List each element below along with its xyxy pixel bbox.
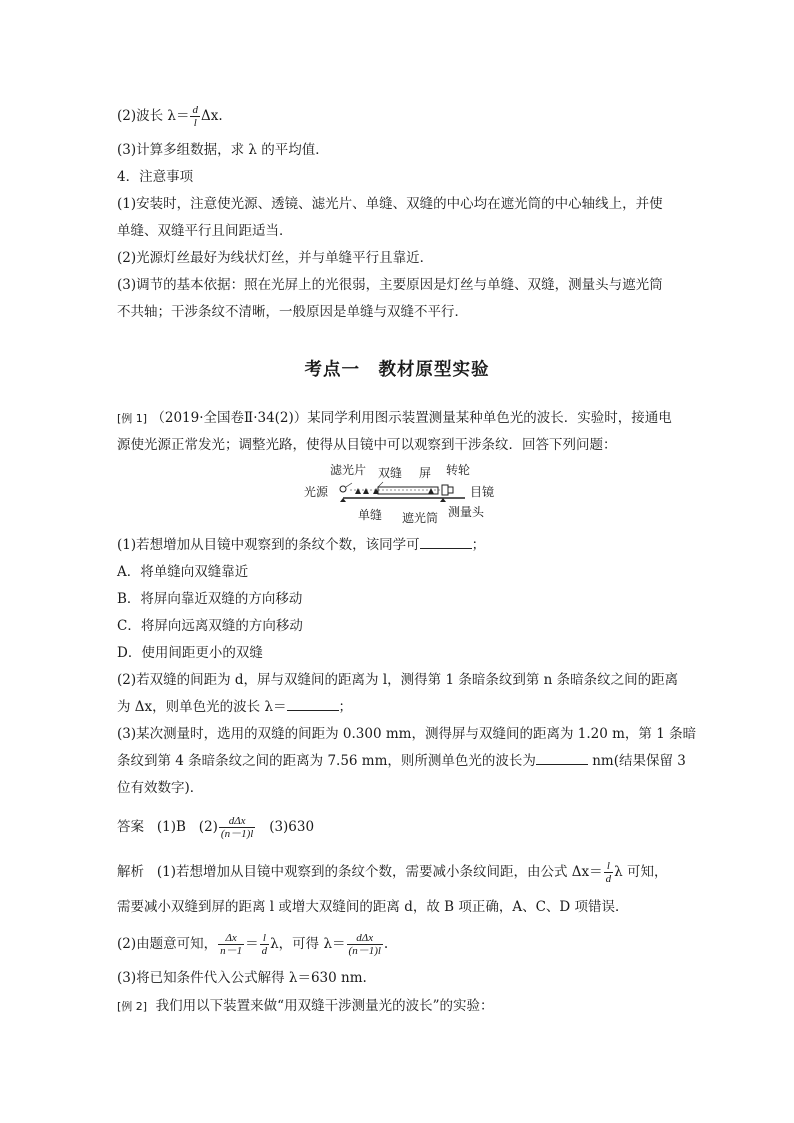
fraction-d-over-l (190, 104, 200, 129)
fraction-dx-over-n-1 (218, 932, 244, 957)
note-2: (2)光源灯丝最好为线状灯丝，并与单缝平行且靠近． (117, 250, 434, 266)
fraction-denominator: n－1 (220, 945, 243, 957)
answer-1: (1)B (156, 819, 186, 835)
option-d: D．使用间距更小的双缝 (117, 645, 263, 661)
answer-blank (536, 751, 588, 765)
fraction-denominator: (n－1)l (348, 945, 381, 957)
example-1-line-2: 源使光源正常发光；调整光路，使得从目镜中可以观察到干涉条纹．回答下列问题： (117, 437, 617, 453)
question-1-text: (1)若想增加从目镜中观察到的条纹个数，该同学可 (117, 537, 420, 553)
label-single-slit: 单缝 (358, 508, 383, 522)
question-3-line-2 (117, 751, 686, 771)
fraction-numerator: dΔx (347, 932, 383, 945)
section-4-title: 4．注意事项 (117, 169, 194, 185)
option-a: A．将单缝向双缝靠近 (117, 564, 249, 580)
fraction-numerator: Δx (218, 932, 244, 945)
example-1-line-1 (117, 408, 672, 429)
analysis-1-text: (1)若想增加从目镜中观察到的条纹个数，需要减小条纹间距，由公式 Δx＝ (156, 864, 603, 880)
fraction-denominator: (n－1)l (220, 828, 254, 840)
fraction-numerator: dΔx (219, 815, 255, 828)
analysis-label: 解析 (117, 864, 144, 880)
label-light-source: 光源 (304, 485, 329, 499)
fraction-denominator: d (261, 945, 268, 957)
note-1-line-1: (1)安装时，注意使光源、透镜、滤光片、单缝、双缝的中心均在遮光筒的中心轴线上，并使 (117, 196, 663, 212)
formula-wavelength (117, 104, 223, 129)
question-3-line-3: 位有效数字)． (117, 780, 204, 796)
label-eyepiece: 目镜 (470, 485, 495, 499)
label-double-slit: 双缝 (378, 466, 403, 480)
label-screen: 屏 (419, 466, 432, 480)
answer-2-fraction (219, 815, 255, 840)
fraction-numerator: l (260, 932, 270, 945)
analysis-1-line-1 (117, 860, 668, 885)
example-2-text: 我们用以下装置来做“用双缝干涉测量光的波长”的实验： (155, 998, 494, 1014)
analysis-1-suffix: λ 可知， (614, 864, 668, 880)
example-2-line (117, 996, 493, 1017)
question-3-text: 条纹到第 4 条暗条纹之间的距离为 7.56 mm，则所测单色光的波长为 (117, 753, 536, 769)
formula-suffix: Δx. (200, 108, 223, 124)
apparatus-figure (300, 458, 500, 524)
analysis-2-end: . (383, 936, 389, 952)
analysis-2-prefix: (2)由题意可知， (117, 936, 218, 952)
note-3-line-2: 不共轴；干涉条纹不清晰，一般原因是单缝与双缝不平行． (117, 304, 468, 320)
example-1-text: （2019·全国卷Ⅱ·34(2)）某同学利用图示装置测量某种单色光的波长．实验时，接通电 (151, 410, 672, 426)
analysis-1-line-2: 需要减小双缝到屏的距离 l 或增大双缝间的距离 d，故 B 项正确，A、C、D 项错误． (117, 899, 629, 915)
note-3-line-1: (3)调节的基本依据：照在光屏上的光很弱，主要原因是灯丝与单缝、双缝，测量头与遮光筒 (117, 277, 663, 293)
equals-sign: ＝ (245, 936, 259, 952)
answer-label: 答案 (117, 819, 144, 835)
question-1 (117, 535, 485, 555)
question-2-text: 为 Δx，则单色光的波长 λ＝ (117, 699, 287, 715)
question-1-end: ； (471, 537, 486, 553)
note-1-line-2: 单缝、双缝平行且间距适当． (117, 223, 293, 239)
question-3-line-1: (3)某次测量时，选用的双缝的间距为 0.300 mm，测得屏与双缝间的距离为 1.20 m，第 1 条暗 (117, 726, 697, 742)
fraction-l-over-d (604, 860, 614, 885)
question-2-end: ； (338, 699, 353, 715)
section-heading: 考点一 教材原型实验 (304, 360, 490, 380)
fraction-l-over-d (260, 932, 270, 957)
question-3-suffix: nm(结果保留 3 (587, 753, 686, 769)
option-c: C．将屏向远离双缝的方向移动 (117, 618, 303, 634)
label-wheel: 转轮 (446, 463, 471, 477)
option-b: B．将屏向靠近双缝的方向移动 (117, 591, 303, 607)
example-1-tag: [例 1] (117, 412, 148, 425)
fraction-numerator: l (604, 860, 614, 873)
analysis-2-mid: λ，可得 λ＝ (270, 936, 346, 952)
fraction-denominator: d (605, 873, 612, 885)
fraction-result (347, 932, 383, 957)
label-measuring-head: 测量头 (448, 505, 485, 519)
example-2-tag: [例 2] (117, 1000, 148, 1013)
question-2-line-1: (2)若双缝的间距为 d，屏与双缝间的距离为 l，测得第 1 条暗条纹到第 n 条暗条纹之间的距离 (117, 672, 679, 688)
answer-line (117, 815, 314, 840)
formula-prefix: (2)波长 λ＝ (117, 108, 190, 124)
analysis-3: (3)将已知条件代入公式解得 λ＝630 nm. (117, 970, 367, 986)
answer-3: (3)630 (269, 819, 315, 835)
answer-2-prefix: (2) (198, 819, 218, 835)
analysis-2 (117, 932, 388, 957)
label-shade-tube: 遮光筒 (402, 511, 439, 525)
question-2-line-2 (117, 697, 352, 717)
label-filter: 滤光片 (330, 463, 367, 477)
answer-blank (420, 535, 472, 549)
fraction-denominator: l (193, 117, 197, 129)
fraction-numerator: d (192, 104, 198, 116)
step-3-text: (3)计算多组数据，求 λ 的平均值． (117, 142, 329, 158)
answer-blank (287, 697, 339, 711)
